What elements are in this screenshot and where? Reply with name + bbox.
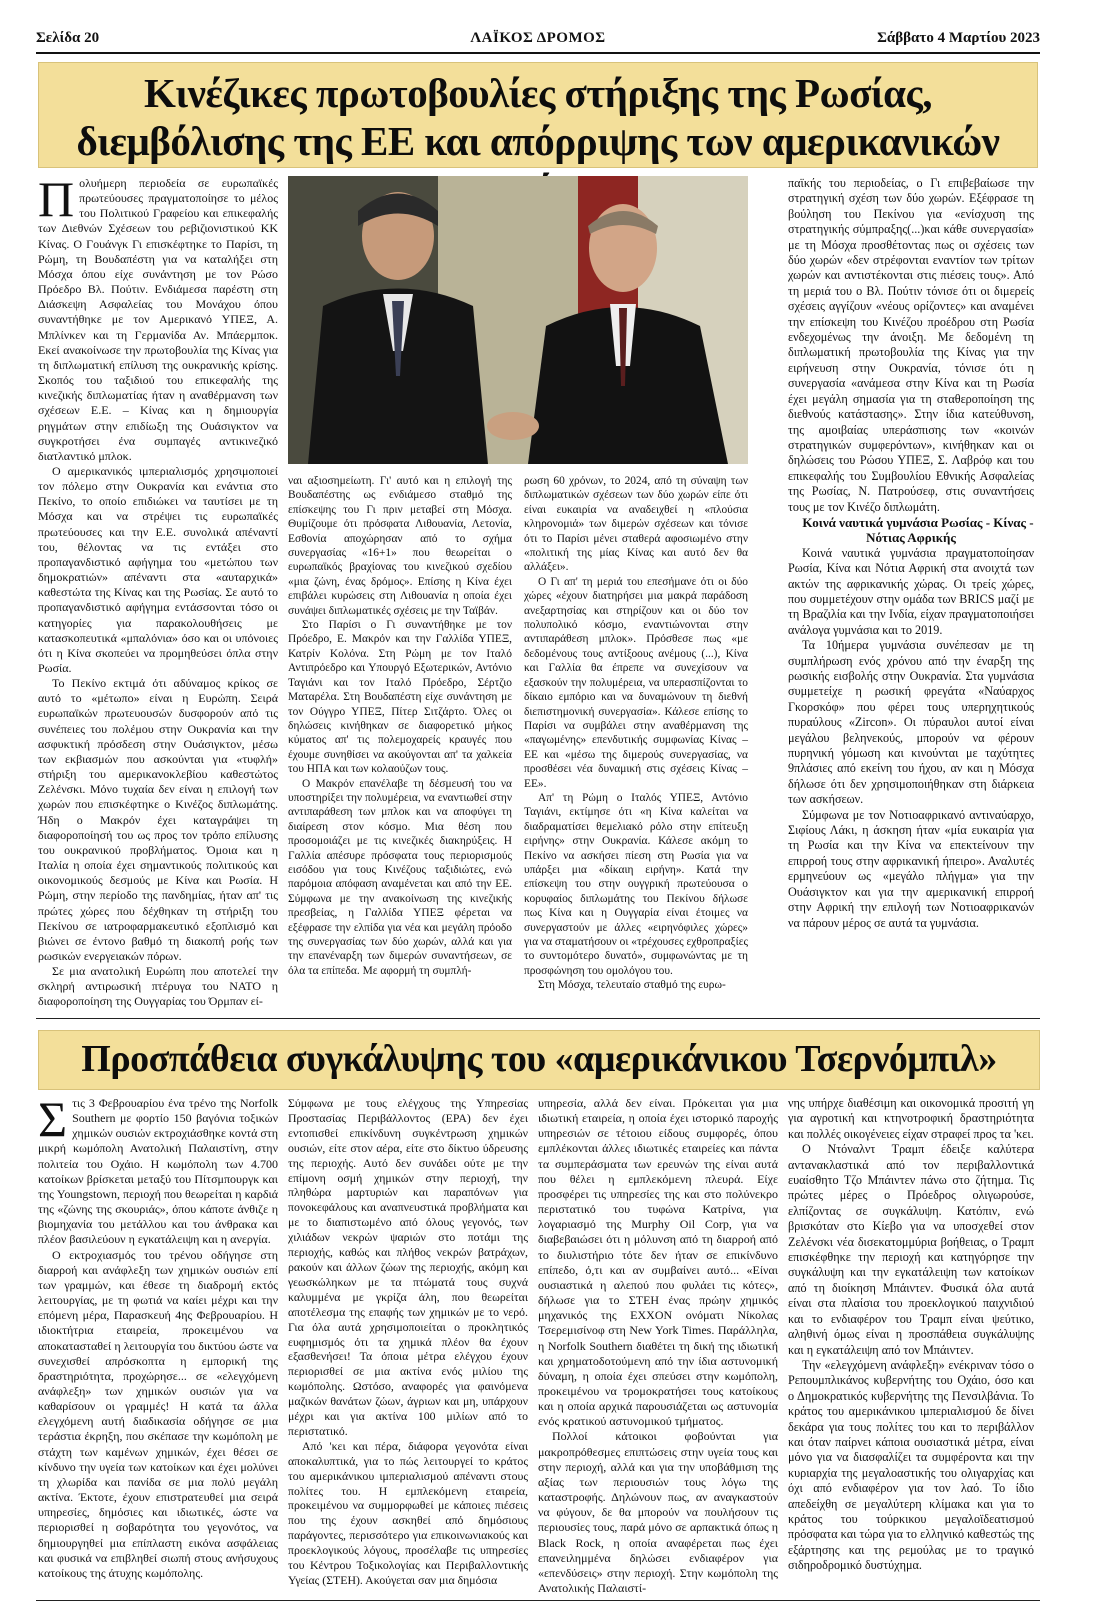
article2-lead-paragraph: Στις 3 Φεβρουαρίου ένα τρένο της Norfolk Southern με φορτίο 150 βαγόνια τοξικών χημικών ουσιών εκτροχιάσθηκε κοντά στη μικρή κωμόπολη Ανατολική Παλαιστίνη, στην πολιτεία του Οχάιο. Η κωμόπολη των 4.700 κατοίκων βρίσκεται μεταξύ του Πίτσμπουργκ και της Youngstown, περιοχή που θεωρείται η καρδιά της «ζώνης της σκουριάς», όπου κάποτε άνθιζε η βιομηχανία του μετάλλου και του άνθρακα και πλέον βασιλεύουν η εγκατάλειψη και η ανεργία. [38, 1091, 278, 1247]
article1-headline-line2: διεμβόλισης της ΕΕ και απόρριψης των αμερικανικών [76, 118, 1000, 164]
article2-column-3 [538, 1096, 778, 1596]
paragraph: Ο αμερικανικός ιμπεριαλισμός χρησιμοποιεί τον πόλεμο στην Ουκρανία και ενάντια στο Πεκίνο, το οποίο επιδιώκει να ταυτίσει με τη Μόσχα και να στρέψει τις ευρωπαϊκές πρωτεύουσες και την Ε.Ε. συνολικά απέναντί του, θέλοντας να τις εντάξει στο προπαγανδιστικό αφήγημα του «μετώπου των δημοκρατιών» απέναντι στα «αυταρχικά» καθεστώτα της Κίνας και της Ρωσίας. Σε αυτό το προπαγανδιστικό αφήγημα εντάσσονται τόσο οι κατηγορίες για παρακολουθήσεις με κατασκοπευτικά «μπαλόνια» όσο και οι υπόνοιες ότι η Κίνα σκοπεύει να προμηθεύσει όπλα στην Ρωσία. [38, 463, 278, 675]
paragraph: Τα 10ήμερα γυμνάσια συνέπεσαν με τη συμπλήρωση ενός χρόνου από την έναρξη της ρωσικής εισβολής στην Ουκρανία. Στα γυμνάσια συμμετείχε η ρωσική φρεγάτα «Ναύαρχος Γκορσκόφ» που φέρει τους υπερηχητικούς πυραύλους «Zircon». Οι πύραυλοι αυτοί είναι μεγάλου βεληνεκούς, μπορούν να φέρουν πυρηνική γόμωση και κινούνται με ταχύτητες 9πλάσιες από εκείνη του ήχου, αν και η Μόσχα δήλωσε ότι δεν χρησιμοποιήθηκαν στη διάρκεια των ασκήσεων. [788, 638, 1034, 807]
paragraph: Ο Ντόναλντ Τραμπ έδειξε καλύτερα αντανακλαστικά από τον περιβαλλοντικά ευαίσθητο Τζο Μπάιντεν πάνω στο ζήτημα. Τις πρώτες μέρες ο Πρόεδρος ολιγωρούσε, ελπίζοντας σε συγκάλυψη. Κατόπιν, ενώ βρισκόταν στο Κίεβο για να υποσχεθεί στον Ζελένσκι νέα δισεκατομμύρια βοήθειας, ο Τραμπ επισκέφθηκε την περιοχή και κατηγόρησε την συγκάλυψη και την εγκατάλειψη των κατοίκων από τη διοίκηση Μπάιντεν. Φυσικά όλα αυτά είναι στα πλαίσια του προεκλογικού παιχνιδιού και το ενδιαφέρον του Τραμπ είναι ψεύτικο, αληθινή όμως είναι η προσπάθεια συγκάλυψης και η εγκατάλειψη από τον Μπάιντεν. [788, 1142, 1034, 1357]
article2-column-1 [38, 1091, 278, 1581]
paragraph: Σύμφωνα με τους ελέγχους της Υπηρεσίας Προστασίας Περιβάλλοντος (ΕΡΑ) δεν έχει εντοπισθεί επικίνδυνη συγκέντρωση χημικών ουσιών, είτε στον αέρα, είτε στο δίκτυο ύδρευσης της περιοχής. Αυτό δεν συνάδει ούτε με την επίμονη οσμή χημικών στην περιοχή, την πληθώρα μαρτυριών και παραπόνων για πονοκεφάλους και αναπνευστικά προβλήματα και με το διαπιστωμένο από όλους γεγονός, των χιλιάδων νεκρών ψαριών στο ποτάμι της περιοχής, καθώς και πλήθος νεκρών βατράχων, ρακούν και άλλων ζώων της περιοχής, ακόμη και γεωσκώληκων με τα πτώματά τους συχνά καλυμμένα με γκρίζα άλη, που θεωρείται αποτέλεσμα της επαφής των χημικών με το νερό. Για όλα αυτά χρησιμοποιείται ο προκλητικός ευφημισμός ότι τα χημικά πλέον θα έχουν εξασθενήσει! Τα όποια μέτρα ελέγχου έχουν περιορισθεί σε μια ακτίνα ενός μιλίου της κωμόπολης. Ωστόσο, αναφορές για φαινόμενα μαζικών θανάτων ζώων, άγριων και μη, υπάρχουν μέχρι και για ακτίνα 100 μιλίων από το περιστατικό. [288, 1096, 528, 1438]
article1-dropcap: Π [38, 171, 75, 227]
paragraph: Το Πεκίνο εκτιμά ότι αδύναμος κρίκος σε αυτό το «μέτωπο» είναι η Ευρώπη. Σειρά ευρωπαϊκών πρωτευουσών δυσφορούν από τις συνέπειες του πολέμου στην Ουκρανία και την ασφυκτική πρόσδεση στην Ουάσιγκτον, μέσω των εκβιασμών που ασκούνται για «τυφλή» στήριξη του αμερικανοκλεβίου καθεστώτος Ζελένσκι. Μόνο τυχαία δεν είναι η επιλογή των χωρών που επισκέφτηκε ο Κινέζος διπλωμάτης. Ήδη ο Μακρόν έχει καταγράψει τη διαφοροποίησή του ως προς τον τρόπο επίλυσης του ουκρανικού προβλήματος. Όμοια και η Ιταλία η οποία έχει σημαντικούς πολιτικούς και οικονομικούς δεσμούς με Κίνα και Ρωσία. Η Ρώμη, στην περίοδο της πανδημίας, ήταν απ' τις πρώτες χώρες που δέχθηκαν τη στήριξη του Πεκίνου σε ιατροφαρμακευτικό εξοπλισμό και βιώνει σε έντονο βαθμό τη διακοπή ροής των ρωσικών ενεργειακών πόρων. [38, 676, 278, 963]
paragraph: Ο εκτροχιασμός του τρένου οδήγησε στη διαρροή και ανάφλεξη των χημικών ουσιών επί των γραμμών, και έθεσε τη διαδρομή εκτός λειτουργίας, με τη φωτιά να καίει μέχρι και την επόμενη μέρα, Παρασκευή 4ης Φεβρουαρίου. Η ιδιοκτήτρια εταιρεία, προκειμένου να αποκατασταθεί η λειτουργία του δικτύου ώστε να συνεχισθεί απρόσκοπτα η εμπορική της δραστηριότητα, προχώρησε... σε «ελεγχόμενη ανάφλεξη» των χημικών ουσιών για να καθαρίσουν οι γραμμές! Η κατά τα άλλα ελεγχόμενη αυτή διαδικασία οδήγησε σε μια τεράστια έκρηξη, που σκέπασε την κωμόπολη με στάχτη των καμένων χημικών, έχει θέσει σε κίνδυνο την υγεία των κατοίκων και έχει μολύνει τη χλωρίδα και πανίδα σε μια πολύ μεγάλη ακτίνα. Έκτοτε, έχουν επιστρατευθεί μια σειρά υπηρεσίες, δημόσιες και ιδιωτικές, ώστε να περιορισθεί η σοβαρότητα του γεγονότος, να δημιουργηθεί μια επίπλαστη εικόνα ασφάλειας και φυσικά να επιβληθεί σιωπή στους ανήσυχους κατοίκους της άτυχης κωμόπολης. [38, 1247, 278, 1580]
paragraph: Ο Γι απ' τη μεριά του επεσήμανε ότι οι δύο χώρες «έχουν διατηρήσει μια μακρά παράδοση ανεξαρτησίας και στηρίζουν και οι δύο τον πολυπολικό κόσμο, εναντιώνονται στην αντιπαράθεση μπλοκ». Πρόσθεσε πως «με δεδομένους τους αντίξοους ανέμους (...), Κίνα και Γαλλία θα έπρεπε να συνεχίσουν να εξασκούν την πολυμέρεια, να υπερασπίζονται το δίκαιο εμπόριο και να δυναμώνουν τη διεθνή διεπιστημονική συνεργασία». Κάλεσε επίσης το Παρίσι να συμβάλει στην αναθέρμανση της «παγωμένης» επενδυτικής συμφωνίας Κίνας – ΕΕ και «μέσω της διμερούς συνεργασίας, να προσθέσει νέα δυναμική στις σχέσεις Κίνας – ΕΕ». [524, 575, 748, 790]
paragraph: Ο Μακρόν επανέλαβε τη δέσμευσή του να υποστηρίξει την πολυμέρεια, να εναντιωθεί στην αντιπαράθεση των μπλοκ και να αποφύγει τη διαίρεση στον κόσμο. Μια θέση που προσομοιάζει με τις κινεζικές διακηρύξεις. Η Γαλλία απέσυρε πρόσφατα τους περιορισμούς εισόδου για τους Κινέζους ταξιδιώτες, ενώ παρόμοια απόφαση αναμένεται και από την ΕΕ. Σύμφωνα με την ανακοίνωση της κινεζικής πρεσβείας, η Γαλλίδα ΥΠΕΞ φέρεται να εξέφρασε την ελπίδα για νέα και μεγάλη πρόοδο της συνεργασίας των δύο χωρών, αλλά και για την επανέναρξη των διμερών συναντήσεων, σε όλα τα επίπεδα. Με αφορμή τη συμπλή- [288, 777, 512, 977]
article2-column-4 [788, 1096, 1034, 1574]
paragraph: ρωση 60 χρόνων, το 2024, από τη σύναψη των διπλωματικών σχέσεων των δύο χωρών είπε ότι είναι ευκαιρία να αναδειχθεί η «πλούσια κληρονομιά» των διμερών σχέσεων και τόνισε ότι το Παρίσι μένει σταθερά αφοσιωμένο στην «πολιτική της μίας Κίνας και αυτό δεν θα αλλάξει». [524, 475, 748, 574]
page-header [36, 30, 1040, 54]
paragraph: Από 'κει και πέρα, διάφορα γεγονότα είναι αποκαλυπτικά, για το πώς λειτουργεί το κράτος του αμερικάνικου ιμπεριαλισμού απέναντι στους πολίτες του. Η εμπλεκόμενη εταιρεία, προκειμένου να συμμορφωθεί με κάποιες πιέσεις που της έχουν ασκηθεί από δημόσιους παράγοντες, περισσότερο για επικοινωνιακούς και προεκλογικούς λόγους, προσέλαβε τις υπηρεσίες του Κέντρου Τοξικολογίας και Περιβαλλοντικής Υγείας (ΣΤΕΗ). Ακούγεται σαν μια δημόσια [288, 1438, 528, 1587]
paragraph: Την «ελεγχόμενη ανάφλεξη» ενέκριναν τόσο ο Ρεπουμπλικάνος κυβερνήτης του Οχάιο, όσο και ο Δημοκρατικός κυβερνήτης της Πενσιλβάνια. Το κράτος του αμερικάνικου ιμπεριαλισμού δε δίνει δεκάρα για τους πολίτες του και το περιβάλλον και όταν παίρνει κάποια ουσιαστικά μέτρα, είναι μόνο για να διασφαλίζει τα συμφέροντα και την κυριαρχία της μεγαλοαστικής του ολιγαρχίας και όχι από ενδιαφέρον για τον λαό. Το ίδιο απεδείχθη σε μεγαλύτερη κλίμακα και για το κράτος του τούρκικου μεγαλοϊδεατισμού πρόσφατα και τώρα για το ελληνικό καθεστώς της εξάρτησης και της ρεμούλας με το τραγικό σιδηροδρομικό δυστύχημα. [788, 1357, 1034, 1573]
paragraph: υπηρεσία, αλλά δεν είναι. Πρόκειται για μια ιδιωτική εταιρεία, η οποία έχει ιστορικό παροχής υπηρεσιών σε τέτοιου είδους συμφορές, όπου εμπλέκονται άλλες ιδιωτικές εταιρείες και πάντα τα συμπεράσματα των ερευνών της είναι αυτά που θέλει η εμπλεκόμενη πλευρά. Είχε προσφέρει τις υπηρεσίες της και στο πολύνεκρο περιστατικό του τυφώνα Κατρίνα, για λογαριασμό της Murphy Oil Corp, για να διαβεβαιώσει ότι η μόλυνση από τη διαρροή από το διυλιστήριο τότε δεν ήταν σε επικίνδυνο επίπεδο, ό,τι και αν συμβαίνει αυτό... «Είναι ουσιαστικά η αλεπού που φυλάει τις κότες», δήλωσε για το ΣΤΕΗ ένας πρώην χημικός μηχανικός της EXXON ονόματι Νίκολας Τσερεμισίνοφ στη New York Times. Παράλληλα, η Norfolk Southern διαθέτει τη δική της ιδιωτική και χρηματοδοτούμενη από την ίδια αστυνομική δύναμη, η οποία έχει σπεύσει στην κωμόπολη, προκειμένου να τρομοκρατήσει τους κατοίκους και η οποία αρχικά παρουσιάζεται ως αστυνομία ενός κρατικού αστυνομικού τμήματος. [538, 1096, 778, 1429]
paragraph: Απ' τη Ρώμη ο Ιταλός ΥΠΕΞ, Αντόνιο Ταγιάνι, εκτίμησε ότι «η Κίνα καλείται να διαδραματίσει θεμελιακό ρόλο στην επίτευξη ειρήνης» στην Ουκρανία. Κάλεσε ακόμη το Πεκίνο να ασκήσει πίεση στη Ρωσία για να υπάρξει μια «δίκαιη ειρήνη». Κατά την επίσκεψη του στην ουγγρική πρωτεύουσα ο κορυφαίος διπλωμάτης του Πεκίνου δήλωσε πως Κίνα και η Ουγγαρία είναι έτοιμες να συνεργαστούν με άλλες «ειρηνόφιλες χώρες» για να σταματήσουν οι «τρέχουσες εχθροπραξίες το συντομότερο δυνατό», συμφωνώντας με τη προσφώνηση του ομολόγου του. [524, 791, 748, 977]
article1-subheading: Κοινά ναυτικά γυμνάσια Ρωσίας - Κίνας - Νότιας Αφρικής [802, 514, 1034, 546]
paragraph: Σύμφωνα με τον Νοτιοαφρικανό αντιναύαρχο, Σιφίους Λάκι, η άσκηση ήταν «μία ευκαιρία για τη Ρωσία και την Κίνα να επεκτείνουν την επιρροή τους στην αφρικανική ήπειρο». Αναλυτές ερμηνεύουν ως «μεγάλο πλήγμα» για την Ουάσιγκτον και για την αμερικανική επιρροή στην Αφρική την επιλογή των Νοτιοαφρικανών να πάρουν μέρος σε αυτά τα γυμνάσια. [788, 807, 1034, 930]
article1-headline [38, 62, 1038, 168]
article1-column-2 [288, 474, 512, 978]
page-number: Σελίδα 20 [36, 30, 100, 46]
article1-column-1 [38, 171, 278, 1010]
bottom-rule [36, 1600, 1040, 1601]
paragraph: Στο Παρίσι ο Γι συναντήθηκε με τον Πρόεδρο, Ε. Μακρόν και την Γαλλίδα ΥΠΕΞ, Κατρίν Κολόνα. Στη Ρώμη με τον Ιταλό Αντιπρόεδρο και Υπουργό Εξωτερικών, Αντόνιο Ταγιάνι και τον Ιταλό Πρόεδρο, Σέρτζιο Ματαρέλα. Στη Βουδαπέστη είχε συνάντηση με τον Ούγγρο ΥΠΕΞ, Πίτερ Σιτζάρτο. Όλες οι δηλώσεις κινήθηκαν σε διαφορετικό μήκος κύματος απ' τις πολεμοχαρείς κραυγές που έχουμε συνηθίσει να ακούγονται απ' τα χαλκεία του ΗΠΑ και των κολαούζων τους. [288, 619, 512, 776]
photo-handshake-icon [288, 176, 748, 464]
paragraph: Πολλοί κάτοικοι φοβούνται για μακροπρόθεσμες επιπτώσεις στην υγεία τους και στην περιοχή, αλλά και για την υποβάθμιση της αξίας των περιουσιών τους λόγω της καταστροφής. Δηλώνουν πως, αν αναγκαστούν να φύγουν, δε θα μπορούν να πουλήσουν τις περιουσίες τους, παρά μόνο σε αρπακτικά όπως η Black Rock, η οποία αναφέρεται πως έχει επανειλημμένα δηλώσει ενδιαφέρον για «επενδύσεις» στην περιοχή. Στην κωμόπολη της Ανατολικής Παλαιστί- [538, 1429, 778, 1595]
section-divider [36, 1018, 1040, 1019]
article2-dropcap: Σ [38, 1091, 68, 1147]
paragraph: Σε μια ανατολική Ευρώπη που αποτελεί την σκληρή αντιρωσική πτέρυγα του ΝΑΤΟ η διαφοροποίηση της Ουγγαρίας του Όρμπαν εί- [38, 964, 278, 1009]
article1-column-4 [788, 176, 1034, 931]
newspaper-name: ΛΑΪΚΟΣ ΔΡΟΜΟΣ [470, 30, 606, 46]
article1-headline-line1: Κινέζικες πρωτοβουλίες στήριξης της Ρωσίας, [143, 70, 933, 116]
paragraph: Κοινά ναυτικά γυμνάσια πραγματοποίησαν Ρωσία, Κίνα και Νότια Αφρική στα ανοιχτά των ακτών της αφρικανικής χώρας. Οι τρείς χώρες, που συμμετέχουν στην ομάδα των BRICS μαζί με τη Βραζιλία και την Ινδία, είχαν πραγματοποιήσει ανάλογα γυμνάσια και το 2019. [788, 545, 1034, 637]
paragraph: ναι αξιοσημείωτη. Γι' αυτό και η επιλογή της Βουδαπέστης ως ενδιάμεσο σταθμό της επίσκεψης του Γι πριν μεταβεί στη Μόσχα. Θυμίζουμε ότι πρόσφατα Λιθουανία, Λετονία, Εσθονία αποχώρησαν από το σχήμα συνεργασίας «16+1» που θεωρείται ο ευρωπαϊκός βραχίονας του κινεζικού σχεδίου «μια ζώνη, ένας δρόμος». Επίσης η Κίνα έχει επιβάλει κυρώσεις στη Λιθουανία η οποία έχει συνάψει διπλωματικές σχέσεις με την Ταϊβάν. [288, 475, 512, 617]
article1-lead-paragraph: Πολυήμερη περιοδεία σε ευρωπαϊκές πρωτεύουσες πραγματοποίησε το μέλος του Πολιτικού Γραφείου και επικεφαλής των Διεθνών Σχέσεων του ρεβιζιονιστικού ΚΚ Κίνας. Ο Γουάνγκ Γι επισκέφτηκε το Παρίσι, τη Ρώμη, τη Βουδαπέστη για να καταλήξει στη Μόσχα όπου είχε συνάντηση με τον Ρώσο Πρόεδρο Βλ. Πούτιν. Ενδιάμεσα παρέστη στη Διάσκεψη Ασφαλείας του Μονάχου όπου συναντήθηκε με τον Αμερικανό ΥΠΕΞ, Α. Μπλίνκεν και τη Γερμανίδα Αν. Μπάερμποκ. Εκεί ανακοίνωσε την πρωτοβουλία της Κίνας για τη διπλωματική επίλυση της ουκρανικής κρίσης. Σκοπός του ταξιδιού του επικεφαλής της κινεζικής διπλωματίας ήταν η αναθέρμανση των σχέσεων Ε.Ε. – Κίνας και η δημιουργία ρηγμάτων στην επιδίωξη της Ουάσιγκτον να συγκροτήσει ένα συμπαγές αντικινεζικό διατλαντικό μπλοκ. [38, 171, 278, 463]
paragraph: Στη Μόσχα, τελευταίο σταθμό της ευρω- [538, 979, 726, 992]
article1-photo [288, 176, 748, 464]
issue-date: Σάββατο 4 Μαρτίου 2023 [877, 30, 1040, 46]
article2-headline: Προσπάθεια συγκάλυψης του «αμερικάνικου Τσερνόμπιλ» [38, 1030, 1040, 1090]
paragraph: παϊκής του περιοδείας, ο Γι επιβεβαίωσε την στρατηγική σχέση των δύο χωρών. Εξέφρασε τη βούληση του Πεκίνου για «ενίσχυση της στρατηγικής σύμπραξης(...)και κάθε συνεργασία» με τη Μόσχα προσθέτοντας πως οι σχέσεις των δύο χωρών «δεν στρέφονται εναντίον των τρίτων χωρών και αντιστέκονται στις πιέσεις τους». Από τη μεριά του ο Βλ. Πούτιν τόνισε ότι οι διμερείς σχέσεις αγγίζουν «νέους ορίζοντες» και αναμένει την επίσκεψη του Κινέζου προέδρου στη Ρωσία ενδεχομένως την άνοιξη. Με δεδομένη τη διπλωματική πρωτοβουλία της Κίνας για την ειρήνευση στην Ουκρανία, τόνισε ότι η συνεργασία «ανάμεσα στην Κίνα και τη Ρωσία έχει μεγάλη σημασία για τη σταθεροποίηση της διεθνούς κατάστασης». Στην ίδια κατεύθυνση, της αμοιβαίας υπεράσπισης των «κοινών στρατηγικών συμφερόντων», κινήθηκαν και οι δηλώσεις του Ρώσου ΥΠΕΞ, Σ. Λαβρόφ και του επικεφαλής του Συμβουλίου Εθνικής Ασφαλείας της Ρωσίας, Ν. Πατρούσεφ, στις συναντήσεις τους με τον Κινέζο διπλωμάτη. [788, 176, 1034, 514]
article1-column-3 [524, 474, 748, 993]
article2-column-2 [288, 1096, 528, 1588]
paragraph: νης υπήρχε διαθέσιμη και οικονομικά προσιτή γη για αγροτική και κτηνοτροφική δραστηριότητα και πολλές οικογένειες είχαν στραφεί προς τα 'κει. [788, 1096, 1034, 1141]
